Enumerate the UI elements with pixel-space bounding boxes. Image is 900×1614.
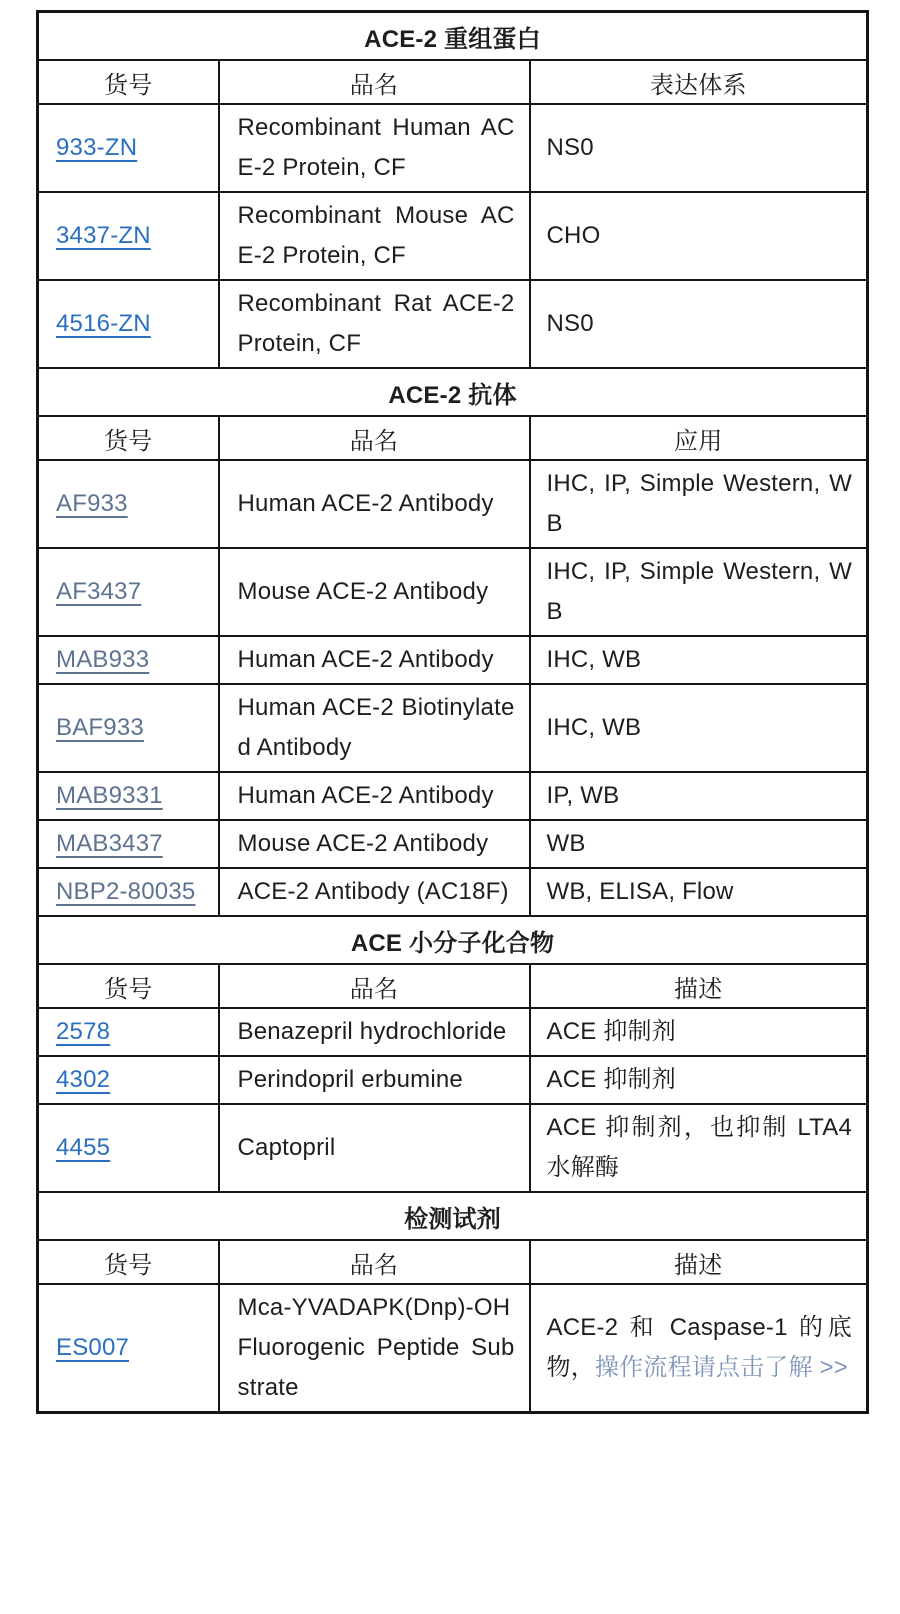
catalog-link[interactable]: 933-ZN [56,134,138,161]
detail-text: IP, WB [546,782,620,809]
detail-text: WB [546,830,586,857]
product-name: Perindopril erbumine [219,1056,530,1104]
detail-cell [530,1056,868,1104]
catalog-link[interactable]: AF933 [56,490,128,517]
detail-text: NS0 [546,310,594,337]
column-header-row [38,1240,868,1284]
catalog-cell [38,192,219,280]
catalog-cell [38,1008,219,1056]
catalog-link[interactable]: ES007 [56,1334,130,1361]
section-title: ACE-2 重组蛋白 [38,12,868,61]
catalog-cell [38,548,219,636]
workflow-link[interactable]: 操作流程请点击了解 >> [594,1354,849,1381]
product-name: Recombinant Human ACE-2 Protein, CF [219,104,530,192]
table-row [38,1008,868,1056]
product-name: ACE-2 Antibody (AC18F) [219,868,530,916]
catalog-link[interactable]: MAB933 [56,646,150,673]
detail-text: IHC, WB [546,714,642,741]
catalog-link[interactable]: BAF933 [56,714,144,741]
column-header: 品名 [219,1240,530,1284]
table-row [38,1056,868,1104]
catalog-link[interactable]: MAB9331 [56,782,163,809]
column-header-row [38,416,868,460]
detail-cell [530,192,868,280]
catalog-cell [38,820,219,868]
catalog-link[interactable]: 4455 [56,1134,111,1161]
catalog-link[interactable]: NBP2-80035 [56,878,196,905]
table-row [38,460,868,548]
catalog-link[interactable]: 4302 [56,1066,111,1093]
catalog-link[interactable]: 3437-ZN [56,222,151,249]
product-name: Human ACE-2 Biotinylated Antibody [219,684,530,772]
detail-cell [530,1104,868,1192]
detail-text: ACE 抑制剂 [546,1066,676,1093]
section-title: 检测试剂 [38,1192,868,1240]
catalog-cell [38,104,219,192]
table-row [38,280,868,368]
catalog-cell [38,1284,219,1413]
detail-text: ACE 抑制剂，也抑制 LTA4 水解酶 [546,1114,852,1181]
detail-text: CHO [546,222,601,249]
detail-cell [530,1284,868,1413]
column-header: 描述 [530,1240,868,1284]
detail-text: ACE-2 和 Caspase-1 的底物， [546,1314,852,1381]
table-row [38,684,868,772]
column-header: 品名 [219,964,530,1008]
column-header: 描述 [530,964,868,1008]
catalog-link[interactable]: 4516-ZN [56,310,151,337]
detail-text: NS0 [546,134,594,161]
detail-cell [530,104,868,192]
catalog-cell [38,280,219,368]
detail-text: IHC, IP, Simple Western, WB [546,558,852,625]
detail-text: WB, ELISA, Flow [546,878,734,905]
detail-cell [530,1008,868,1056]
detail-cell [530,772,868,820]
table-row [38,1284,868,1413]
column-header-row [38,60,868,104]
catalog-cell [38,1104,219,1192]
detail-cell [530,868,868,916]
column-header: 应用 [530,416,868,460]
section-title: ACE-2 抗体 [38,368,868,416]
table-row [38,772,868,820]
column-header: 品名 [219,60,530,104]
catalog-cell [38,460,219,548]
catalog-link[interactable]: MAB3437 [56,830,163,857]
section-row [38,368,868,416]
detail-text: IHC, IP, Simple Western, WB [546,470,852,537]
table-row [38,636,868,684]
column-header: 货号 [38,964,219,1008]
catalog-cell [38,636,219,684]
detail-cell [530,548,868,636]
section-row [38,1192,868,1240]
product-name: Benazepril hydrochloride [219,1008,530,1056]
section-row [38,916,868,964]
detail-cell [530,820,868,868]
section-title: ACE 小分子化合物 [38,916,868,964]
table-row [38,1104,868,1192]
product-name: Mouse ACE-2 Antibody [219,820,530,868]
product-table-body [38,12,868,1413]
catalog-link[interactable]: AF3437 [56,578,142,605]
table-row [38,820,868,868]
table-row [38,192,868,280]
catalog-cell [38,1056,219,1104]
product-name: Human ACE-2 Antibody [219,772,530,820]
detail-cell [530,684,868,772]
catalog-cell [38,772,219,820]
column-header-row [38,964,868,1008]
detail-cell [530,636,868,684]
detail-text: IHC, WB [546,646,642,673]
product-name: Mca-YVADAPK(Dnp)-OH Fluorogenic Peptide Substrate [219,1284,530,1413]
detail-cell [530,280,868,368]
product-name: Captopril [219,1104,530,1192]
catalog-cell [38,684,219,772]
detail-cell [530,460,868,548]
catalog-cell [38,868,219,916]
column-header: 货号 [38,416,219,460]
product-name: Recombinant Rat ACE-2 Protein, CF [219,280,530,368]
product-name: Recombinant Mouse ACE-2 Protein, CF [219,192,530,280]
table-row [38,868,868,916]
detail-text: ACE 抑制剂 [546,1018,676,1045]
column-header: 货号 [38,60,219,104]
column-header: 货号 [38,1240,219,1284]
product-name: Human ACE-2 Antibody [219,636,530,684]
section-row [38,12,868,61]
table-row [38,104,868,192]
product-table [36,10,869,1414]
product-name: Mouse ACE-2 Antibody [219,548,530,636]
column-header: 品名 [219,416,530,460]
table-row [38,548,868,636]
column-header: 表达体系 [530,60,868,104]
catalog-link[interactable]: 2578 [56,1018,111,1045]
product-name: Human ACE-2 Antibody [219,460,530,548]
